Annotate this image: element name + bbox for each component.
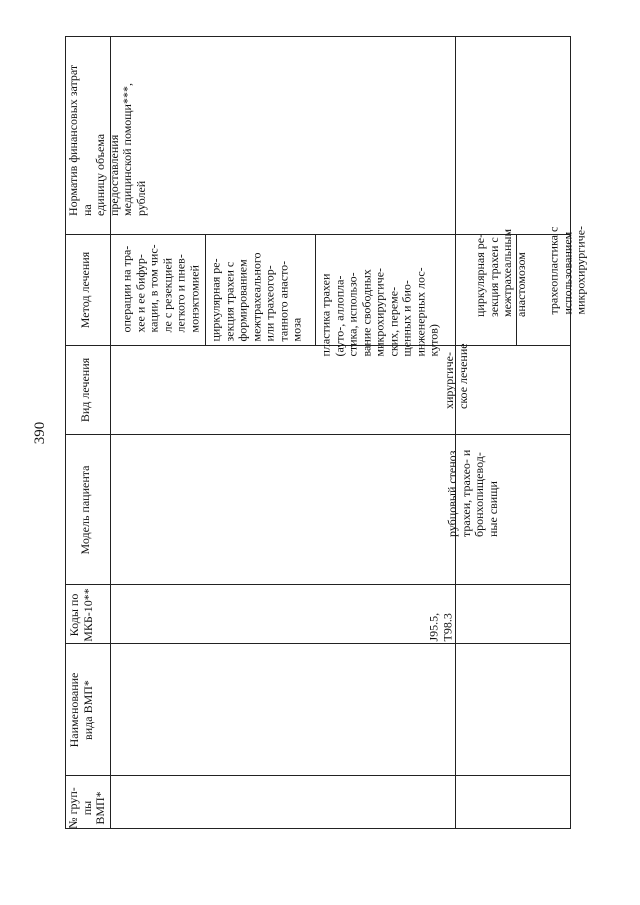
method-cell: пластика трахеи (ауто-, аллопла- стика, использо- вание свободных микрохирургиче- ских, переме- щенных и био- инженерных лос- кутов)	[318, 267, 441, 357]
divider-name-codes	[65, 643, 571, 644]
patient-model-cell: рубцовый стеноз трахеи, трахео- и бронхопищевод- ные свищи	[445, 449, 500, 537]
header-group-no: № груп- пы ВМП*	[66, 787, 107, 829]
page-number: 390	[32, 421, 48, 445]
header-treatment-method: Метод лечения	[78, 251, 92, 329]
header-mkb-codes: Коды по МКБ-10**	[67, 588, 95, 642]
header-patient-model: Модель пациента	[78, 465, 92, 555]
treatment-type-cell: хирургиче- ское лечение	[442, 343, 470, 409]
method-cell: операции на тра- хее и ее бифур- кации, в том чис- ле с резекцией легкого и пнев- монэктомией	[119, 244, 201, 333]
mkb-codes-cell: J95.5, T98.3	[426, 612, 454, 642]
method-cell: циркулярная ре- зекция трахеи с формированием межтрахеального или трахеогор- танного анасто- моза	[208, 252, 304, 342]
method-cell: циркулярная ре- зекция трахеи с межтрахеальным анастомозом	[473, 228, 528, 317]
header-treatment-type: Вид лечения	[78, 357, 92, 423]
divider-group-name	[65, 775, 571, 776]
method-cell: трахеопластика с использованием микрохирургиче-	[546, 225, 588, 315]
header-vmp-name: Наименование вида ВМП*	[67, 672, 95, 748]
divider-codes-model	[65, 584, 571, 585]
header-cost-norm: Норматив финансовых затрат на единицу объема предоставления медицинской помощи***, рублей	[66, 64, 148, 216]
